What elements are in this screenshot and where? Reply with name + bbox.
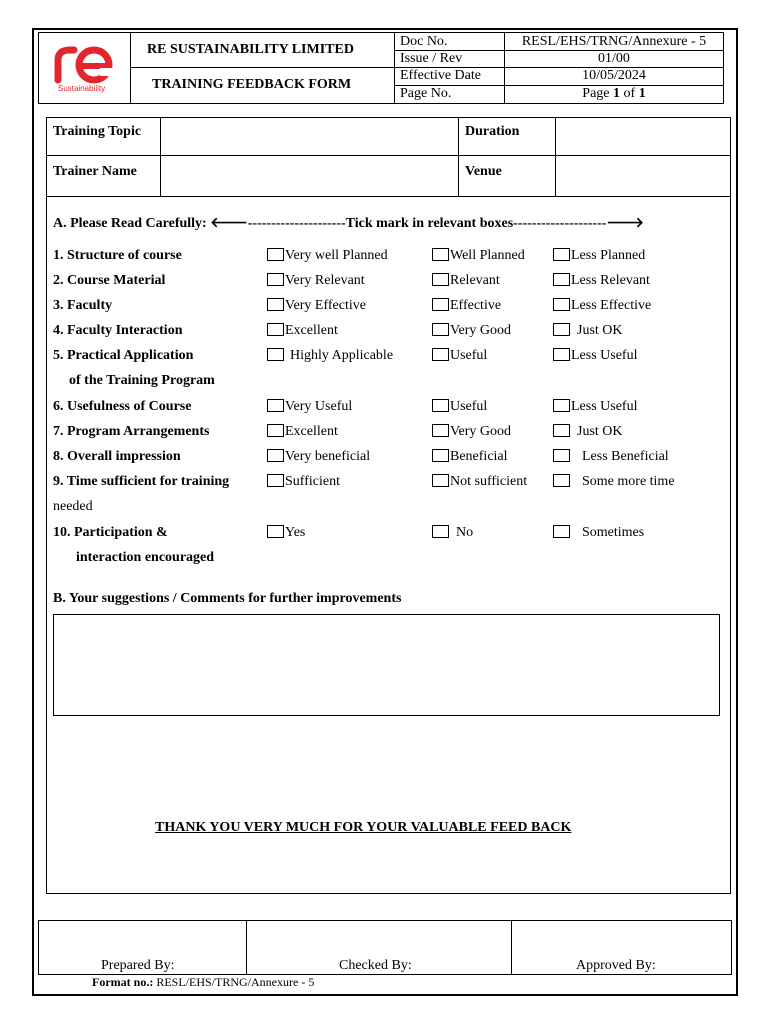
option-checkbox[interactable] [432, 298, 449, 311]
option-checkbox[interactable] [553, 248, 570, 261]
venue-label: Venue [465, 164, 502, 179]
page-of: of [620, 86, 639, 101]
option-label: Not sufficient [450, 474, 528, 489]
option-label: Yes [285, 525, 306, 540]
option-checkbox[interactable] [267, 248, 284, 261]
option-label: Useful [450, 348, 488, 363]
format-number-value: RESL/EHS/TRNG/Annexure - 5 [153, 975, 315, 989]
option-checkbox[interactable] [553, 449, 570, 462]
option-label: Less Useful [571, 348, 638, 363]
option-checkbox[interactable] [553, 298, 570, 311]
duration-label: Duration [465, 124, 520, 139]
option-checkbox[interactable] [553, 348, 570, 361]
question-label: 4. Faculty Interaction [53, 323, 183, 338]
trainer-name-field[interactable] [162, 157, 456, 195]
option-label: Less Effective [571, 298, 652, 313]
option-checkbox[interactable] [432, 399, 449, 412]
option-label: Sufficient [285, 474, 340, 489]
option-checkbox[interactable] [432, 348, 449, 361]
option-label: Less Planned [571, 248, 646, 263]
logo-subtext: Sustainability [58, 84, 106, 93]
option-label: Some more time [582, 474, 675, 489]
question-label-continued: needed [53, 499, 93, 514]
option-checkbox[interactable] [267, 348, 284, 361]
question-label-continued: of the Training Program [69, 373, 215, 388]
option-checkbox[interactable] [432, 424, 449, 437]
option-checkbox[interactable] [432, 323, 449, 336]
info-row-line [46, 155, 731, 156]
question-label: 7. Program Arrangements [53, 424, 210, 439]
question-label: 8. Overall impression [53, 449, 181, 464]
option-label: Excellent [285, 424, 338, 439]
option-checkbox[interactable] [267, 474, 284, 487]
option-checkbox[interactable] [432, 273, 449, 286]
option-checkbox[interactable] [553, 323, 570, 336]
question-label: 10. Participation & [53, 525, 168, 540]
option-checkbox[interactable] [432, 449, 449, 462]
format-number [92, 975, 314, 990]
right-arrow-icon: 🡒 [606, 216, 644, 231]
thank-you-message: THANK YOU VERY MUCH FOR YOUR VALUABLE FEED BACK [155, 820, 572, 835]
prepared-by-label: Prepared By: [101, 958, 175, 973]
approved-by-label: Approved By: [576, 958, 656, 973]
option-label: Beneficial [450, 449, 508, 464]
question-label: 9. Time sufficient for training [53, 474, 230, 489]
page-total: 1 [638, 86, 646, 101]
main-body-box [46, 117, 731, 894]
training-topic-label: Training Topic [53, 124, 142, 139]
question-label: 2. Course Material [53, 273, 166, 288]
header-title-divider [130, 67, 394, 68]
training-topic-field[interactable] [162, 119, 456, 154]
meta-value-page-no [504, 86, 724, 102]
header-divider-title [394, 32, 395, 104]
option-label: Very Useful [285, 399, 353, 414]
option-checkbox[interactable] [432, 474, 449, 487]
option-checkbox[interactable] [267, 273, 284, 286]
signature-divider-2 [511, 920, 512, 975]
option-label: Very well Planned [285, 248, 388, 263]
left-arrow-icon: 🡐 [210, 216, 248, 231]
meta-label-effective-date: Effective Date [400, 68, 481, 83]
option-label: Well Planned [450, 248, 525, 263]
venue-field[interactable] [557, 157, 729, 195]
meta-label-doc-no: Doc No. [400, 34, 448, 49]
option-checkbox[interactable] [267, 449, 284, 462]
question-label: 1. Structure of course [53, 248, 182, 263]
option-checkbox[interactable] [267, 525, 284, 538]
option-checkbox[interactable] [553, 399, 570, 412]
option-checkbox[interactable] [553, 424, 570, 437]
option-label: Less Relevant [571, 273, 650, 288]
option-label: Sometimes [582, 525, 645, 540]
info-col-3 [555, 117, 556, 196]
page-prefix: Page [582, 86, 614, 101]
option-label: Just OK [577, 323, 623, 338]
option-label: Very Effective [285, 298, 366, 313]
option-checkbox[interactable] [432, 525, 449, 538]
option-checkbox[interactable] [267, 399, 284, 412]
option-checkbox[interactable] [553, 273, 570, 286]
option-label: Effective [450, 298, 502, 313]
form-title: TRAINING FEEDBACK FORM [152, 77, 352, 92]
page-current: 1 [613, 86, 621, 101]
info-col-2 [458, 117, 459, 196]
company-logo [48, 38, 122, 96]
option-label: Very Relevant [285, 273, 365, 288]
section-a-title [53, 214, 644, 232]
option-label: Very Good [450, 323, 512, 338]
info-bottom-line [46, 196, 731, 197]
question-label: 3. Faculty [53, 298, 113, 313]
question-label: 5. Practical Application [53, 348, 194, 363]
option-checkbox[interactable] [267, 323, 284, 336]
format-number-label: Format no.: [92, 975, 154, 989]
option-checkbox[interactable] [553, 525, 570, 538]
meta-value-issue-rev: 01/00 [598, 51, 630, 66]
option-checkbox[interactable] [553, 474, 570, 487]
option-checkbox[interactable] [267, 424, 284, 437]
option-label: Just OK [577, 424, 623, 439]
option-label: Very beneficial [285, 449, 371, 464]
meta-value-doc-no: RESL/EHS/TRNG/Annexure - 5 [521, 34, 707, 49]
option-checkbox[interactable] [432, 248, 449, 261]
header-divider-logo [130, 32, 131, 104]
option-label: Excellent [285, 323, 338, 338]
option-label: Relevant [450, 273, 500, 288]
checked-by-label: Checked By: [339, 958, 412, 973]
option-checkbox[interactable] [267, 298, 284, 311]
trainer-name-label: Trainer Name [53, 164, 137, 179]
meta-label-page-no: Page No. [400, 86, 452, 101]
section-a-instruction: A. Please Read Carefully: [53, 216, 211, 231]
question-label-continued: interaction encouraged [76, 550, 215, 565]
signature-divider-1 [246, 920, 247, 975]
duration-field[interactable] [557, 119, 729, 154]
meta-value-effective-date: 10/05/2024 [582, 68, 646, 83]
option-label: Useful [450, 399, 488, 414]
section-a-tick-instruction: ---------------------Tick mark in relevant boxes-------------------- [247, 216, 607, 231]
section-b-title: B. Your suggestions / Comments for further improvements [53, 591, 402, 606]
option-label: Less Beneficial [582, 449, 669, 464]
company-name: RE SUSTAINABILITY LIMITED [147, 42, 354, 57]
comments-box[interactable] [53, 614, 720, 716]
option-label: No [456, 525, 474, 540]
info-col-1 [160, 117, 161, 196]
option-label: Less Useful [571, 399, 638, 414]
question-label: 6. Usefulness of Course [53, 399, 192, 414]
option-label: Very Good [450, 424, 512, 439]
meta-label-issue-rev: Issue / Rev [400, 51, 463, 66]
option-label: Highly Applicable [290, 348, 394, 363]
